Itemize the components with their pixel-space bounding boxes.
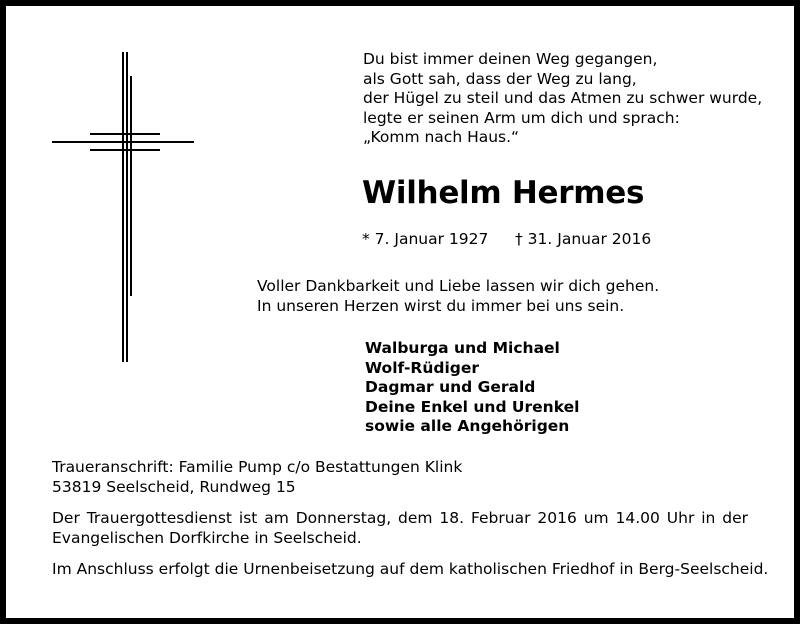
poem-line: als Gott sah, dass der Weg zu lang,: [363, 69, 637, 88]
mourner: Walburga und Michael: [365, 339, 560, 357]
burial-info: Im Anschluss erfolgt die Urnenbeisetzung auf dem katholischen Friedhof in Berg-Seelscheid.: [52, 560, 769, 578]
mourner: sowie alle Angehörigen: [365, 417, 570, 436]
address-line: Traueranschrift: Familie Pump c/o Bestattungen Klink: [52, 458, 463, 476]
poem-line: legte er seinen Arm um dich und sprach:: [363, 108, 680, 127]
death-date: † 31. Januar 2016: [515, 230, 652, 248]
mourner: Wolf-Rüdiger: [365, 358, 480, 377]
poem-line: „Komm nach Haus.“: [363, 128, 520, 147]
poem-line: Du bist immer deinen Weg gegangen,: [363, 50, 658, 68]
poem-line: der Hügel zu steil und das Atmen zu schwer wurde,: [363, 89, 763, 108]
obituary-card: [6, 6, 794, 618]
mourning-address: [52, 458, 462, 497]
farewell-line: Voller Dankbarkeit und Liebe lassen wir dich gehen.: [257, 277, 660, 295]
service-info: Der Trauergottesdienst ist am Donnerstag, dem 18. Februar 2016 um 14.00 Uhr in der Evangelischen Dorfkirche in Seelscheid.: [52, 509, 748, 547]
mourners-list: [365, 339, 579, 437]
birth-date: * 7. Januar 1927: [362, 230, 489, 248]
deceased-name: Wilhelm Hermes: [362, 175, 645, 211]
farewell-text: [257, 277, 659, 316]
address-line: 53819 Seelscheid, Rundweg 15: [52, 477, 296, 496]
poem: [363, 50, 762, 148]
mourner: Deine Enkel und Urenkel: [365, 397, 580, 416]
mourner: Dagmar und Gerald: [365, 378, 536, 397]
farewell-line: In unseren Herzen wirst du immer bei uns sein.: [257, 296, 625, 315]
